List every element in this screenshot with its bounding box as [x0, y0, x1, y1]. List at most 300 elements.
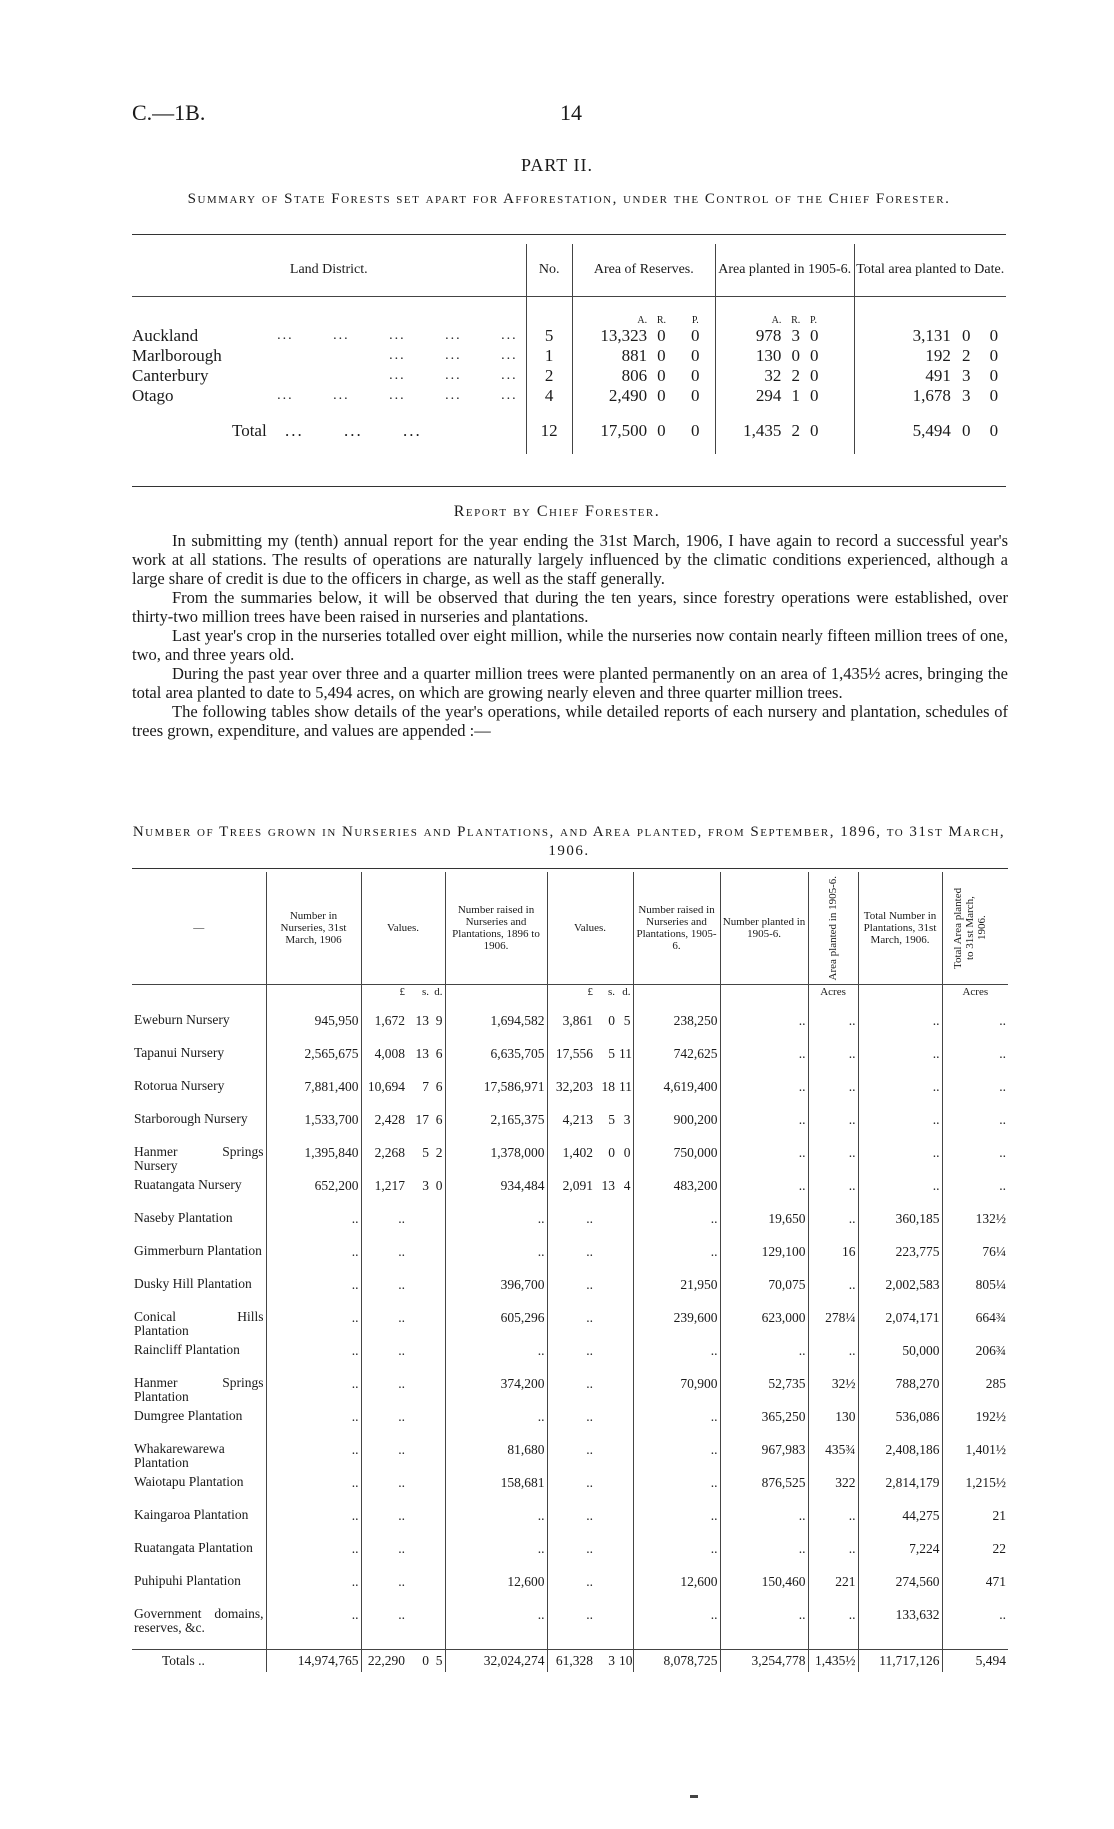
- table-row: [132, 1211, 1008, 1244]
- cell-v1-d: 9: [435, 1012, 443, 1028]
- cell-v1-l: 1,217: [361, 1178, 407, 1211]
- cell-v2-d: [617, 1310, 633, 1343]
- cell-v2-l: 2,091: [547, 1178, 595, 1211]
- col-total-area: Total area planted to Date.: [854, 244, 1006, 296]
- cell-in-nurseries: ..: [266, 1607, 361, 1640]
- cell-v2-l: 4,213: [547, 1112, 595, 1145]
- summary-table: [132, 244, 1006, 454]
- row-name: Dumgree Plantation: [134, 1407, 243, 1423]
- col-planted-1905-6: Number planted in 1905-6.: [720, 872, 808, 985]
- summary-cell-res-a: 13,323: [572, 326, 647, 346]
- unit-roods: R.: [781, 296, 810, 326]
- unit-perches: P.: [676, 296, 716, 326]
- unit-pence: d.: [431, 985, 445, 1013]
- cell-total-planted: ..: [858, 1046, 942, 1079]
- total-res-acres: 17,500: [572, 418, 647, 444]
- district-name: Canterbury: [132, 366, 209, 385]
- cell-v2-s: [595, 1607, 617, 1640]
- row-name: Kaingaroa Plantation: [134, 1506, 249, 1522]
- cell-raised: 1,378,000: [445, 1145, 547, 1178]
- cell-area: ..: [808, 1541, 858, 1574]
- row-name: Whakarewarewa Plantation: [134, 1440, 225, 1470]
- total-pl-acres: 1,435: [715, 418, 781, 444]
- summary-cell-pl-a: 978: [715, 326, 781, 346]
- cell-v2-l: 3,861: [547, 1013, 595, 1046]
- cell-v1-l: ..: [361, 1508, 407, 1541]
- cell-raised-0506: ..: [633, 1409, 720, 1442]
- cell-area: ..: [808, 1013, 858, 1046]
- cell-v1-l: 2,268: [361, 1145, 407, 1178]
- cell-v2-l: 32,203: [547, 1079, 595, 1112]
- cell-in-nurseries: ..: [266, 1541, 361, 1574]
- cell-raised: ..: [445, 1508, 547, 1541]
- cell-in-nurseries: ..: [266, 1244, 361, 1277]
- summary-cell-pl-a: 32: [715, 366, 781, 386]
- unit-acres: Acres: [942, 985, 1008, 1013]
- table-row: [132, 1541, 1008, 1574]
- unit-roods: R.: [647, 296, 676, 326]
- total-res-perches: 0: [691, 421, 700, 440]
- table-row: [132, 1475, 1008, 1508]
- cell-total-area: 192½: [942, 1409, 1008, 1442]
- cell-planted: ..: [720, 1607, 808, 1640]
- row-name: Tapanui Nursery: [134, 1044, 225, 1060]
- cell-planted: ..: [720, 1343, 808, 1376]
- cell-v2-l: ..: [547, 1607, 595, 1640]
- district-cell: [132, 346, 526, 366]
- cell-v2-d: [617, 1607, 633, 1640]
- cell-v2-l: 1,402: [547, 1145, 595, 1178]
- cell-in-nurseries: ..: [266, 1409, 361, 1442]
- cell-in-nurseries: 7,881,400: [266, 1079, 361, 1112]
- summary-cell-tot-a: 3,131: [854, 326, 951, 346]
- col-raised-1905-6: Number raised in Nurseries and Plantations, 1905-6.: [633, 872, 720, 985]
- summary-cell-res-a: 2,490: [572, 386, 647, 406]
- cell-v1-l: ..: [361, 1310, 407, 1343]
- cell-v1-s: [407, 1541, 431, 1574]
- total-tot-roods: 0: [962, 421, 971, 440]
- cell-v1-s: 5: [422, 1144, 429, 1160]
- cell-raised-0506: 900,200: [633, 1112, 720, 1145]
- cell-v1-d: [431, 1277, 445, 1310]
- cell-area: ..: [808, 1343, 858, 1376]
- cell-planted: ..: [720, 1145, 808, 1178]
- summary-cell-pl-r: 0: [791, 346, 800, 365]
- summary-row: [132, 346, 1006, 366]
- cell-area: 221: [808, 1574, 858, 1607]
- cell-total-planted: ..: [858, 1013, 942, 1046]
- cell-area: ..: [808, 1178, 858, 1211]
- cell-total-planted: ..: [858, 1112, 942, 1145]
- cell-raised-0506: ..: [633, 1475, 720, 1508]
- cell-v1-s: 13: [415, 1012, 429, 1028]
- totals-raised: 32,024,274: [445, 1650, 547, 1673]
- table-row: [132, 1343, 1008, 1376]
- cell-total-planted: 274,560: [858, 1574, 942, 1607]
- cell-planted: 876,525: [720, 1475, 808, 1508]
- part-title: PART II.: [521, 155, 593, 175]
- cell-raised: ..: [445, 1211, 547, 1244]
- cell-v1-s: 13: [415, 1045, 429, 1061]
- summary-cell-pl-p: 0: [810, 386, 819, 405]
- summary-cell-res-a: 881: [572, 346, 647, 366]
- cell-v2-d: [617, 1244, 633, 1277]
- cell-v1-l: ..: [361, 1475, 407, 1508]
- cell-v1-d: 2: [435, 1144, 443, 1160]
- cell-area: ..: [808, 1112, 858, 1145]
- summary-cell-no: 2: [526, 366, 572, 386]
- cell-v2-l: ..: [547, 1211, 595, 1244]
- summary-cell-tot-a: 491: [854, 366, 951, 386]
- report-body: [132, 531, 1008, 740]
- cell-v2-d: [617, 1508, 633, 1541]
- cell-raised: 605,296: [445, 1310, 547, 1343]
- summary-cell-tot-p: 0: [989, 366, 999, 385]
- cell-v1-s: [407, 1409, 431, 1442]
- cell-total-area: 76¼: [942, 1244, 1008, 1277]
- cell-v2-s: 0: [608, 1144, 616, 1160]
- cell-v2-l: ..: [547, 1442, 595, 1475]
- row-name: Dusky Hill Plantation: [134, 1275, 252, 1291]
- summary-cell-res-r: 0: [657, 326, 666, 345]
- total-pl-perches: 0: [810, 421, 819, 440]
- cell-raised: 2,165,375: [445, 1112, 547, 1145]
- summary-cell-no: 5: [526, 326, 572, 346]
- cell-total-planted: 7,224: [858, 1541, 942, 1574]
- cell-total-planted: 44,275: [858, 1508, 942, 1541]
- row-name: Waiotapu Plantation: [134, 1473, 244, 1489]
- cell-total-area: ..: [942, 1607, 1008, 1640]
- rule-trees-top: [132, 868, 1008, 869]
- summary-row: [132, 326, 1006, 346]
- table-row: [132, 1079, 1008, 1112]
- col-values-2: Values.: [547, 872, 633, 985]
- cell-v2-s: [595, 1409, 617, 1442]
- cell-v1-d: [431, 1442, 445, 1475]
- summary-cell-tot-r: 2: [962, 346, 971, 365]
- cell-raised-0506: 4,619,400: [633, 1079, 720, 1112]
- dot-leader: ... ... ...: [389, 368, 518, 383]
- cell-v1-s: [407, 1376, 431, 1409]
- cell-total-area: 664¾: [942, 1310, 1008, 1343]
- cell-area: 278¼: [808, 1310, 858, 1343]
- col-name: —: [193, 922, 205, 935]
- cell-in-nurseries: ..: [266, 1574, 361, 1607]
- cell-v2-d: 4: [623, 1177, 631, 1193]
- cell-v2-d: [617, 1277, 633, 1310]
- total-tot-perches: 0: [989, 421, 999, 440]
- unit-acres: Acres: [808, 985, 858, 1013]
- printer-mark: [690, 1795, 698, 1798]
- cell-area: ..: [808, 1607, 858, 1640]
- cell-v2-d: 3: [623, 1111, 631, 1127]
- total-label: Total: [232, 421, 267, 440]
- table-row: [132, 1046, 1008, 1079]
- district-cell: [132, 366, 526, 386]
- col-total-area: [942, 872, 1008, 985]
- summary-cell-tot-a: 192: [854, 346, 951, 366]
- cell-raised: 12,600: [445, 1574, 547, 1607]
- cell-v2-d: 11: [619, 1045, 633, 1061]
- cell-total-planted: 2,814,179: [858, 1475, 942, 1508]
- cell-v1-l: ..: [361, 1607, 407, 1640]
- cell-raised-0506: ..: [633, 1508, 720, 1541]
- cell-area: 322: [808, 1475, 858, 1508]
- cell-v2-d: [617, 1409, 633, 1442]
- col-area-planted: Area planted in 1905-6.: [715, 244, 854, 296]
- cell-total-planted: 133,632: [858, 1607, 942, 1640]
- cell-raised: 81,680: [445, 1442, 547, 1475]
- cell-in-nurseries: 652,200: [266, 1178, 361, 1211]
- cell-v2-s: 0: [608, 1012, 616, 1028]
- cell-total-planted: 50,000: [858, 1343, 942, 1376]
- cell-v2-s: [595, 1343, 617, 1376]
- cell-total-area: ..: [942, 1079, 1008, 1112]
- total-tot-acres: 5,494: [854, 418, 951, 444]
- paragraph-2: From the summaries below, it will be observed that during the ten years, since forestry operations were established, over thirty-two million trees have been raised in nurseries and plantations.: [132, 588, 1008, 626]
- totals-v1-pence: 5: [435, 1653, 443, 1669]
- cell-total-planted: ..: [858, 1178, 942, 1211]
- cell-v2-s: [595, 1310, 617, 1343]
- cell-v1-d: 6: [435, 1111, 443, 1127]
- trees-units-row: [132, 985, 1008, 1013]
- table-row: [132, 1145, 1008, 1178]
- cell-v2-d: [617, 1541, 633, 1574]
- cell-v1-d: 6: [435, 1078, 443, 1094]
- cell-planted: 967,983: [720, 1442, 808, 1475]
- cell-total-area: 1,401½: [942, 1442, 1008, 1475]
- cell-v2-d: 11: [619, 1078, 633, 1094]
- totals-v1-pounds: 22,290: [361, 1650, 407, 1673]
- cell-raised-0506: 750,000: [633, 1145, 720, 1178]
- row-name: Puhipuhi Plantation: [134, 1572, 241, 1588]
- col-total-planted: Total Number in Plantations, 31st March, 1906.: [858, 872, 942, 985]
- cell-total-area: ..: [942, 1112, 1008, 1145]
- cell-v2-s: [595, 1244, 617, 1277]
- cell-total-area: 285: [942, 1376, 1008, 1409]
- cell-area: ..: [808, 1211, 858, 1244]
- district-cell: [132, 326, 526, 346]
- cell-raised-0506: ..: [633, 1442, 720, 1475]
- cell-v1-l: ..: [361, 1442, 407, 1475]
- cell-total-planted: ..: [858, 1145, 942, 1178]
- cell-raised-0506: 742,625: [633, 1046, 720, 1079]
- cell-v2-s: [595, 1508, 617, 1541]
- col-values-1: Values.: [361, 872, 445, 985]
- cell-in-nurseries: ..: [266, 1211, 361, 1244]
- cell-v2-l: ..: [547, 1310, 595, 1343]
- cell-total-area: ..: [942, 1013, 1008, 1046]
- cell-v2-d: 5: [623, 1012, 631, 1028]
- table-row: [132, 1244, 1008, 1277]
- cell-v1-s: [407, 1475, 431, 1508]
- cell-v1-l: ..: [361, 1541, 407, 1574]
- total-res-roods: 0: [657, 421, 666, 440]
- col-no: No.: [526, 244, 572, 296]
- cell-raised: ..: [445, 1607, 547, 1640]
- cell-in-nurseries: ..: [266, 1442, 361, 1475]
- totals-in-nurseries: 14,974,765: [266, 1650, 361, 1673]
- cell-raised: ..: [445, 1244, 547, 1277]
- cell-area: 16: [808, 1244, 858, 1277]
- dot-leader: ... ... ... ... ...: [277, 328, 518, 343]
- cell-v1-d: [431, 1343, 445, 1376]
- totals-v1-shillings: 0: [422, 1653, 429, 1669]
- cell-raised: ..: [445, 1409, 547, 1442]
- cell-in-nurseries: ..: [266, 1475, 361, 1508]
- row-name: Hanmer Springs Nursery: [134, 1143, 264, 1173]
- cell-total-area: ..: [942, 1046, 1008, 1079]
- row-name: Starborough Nursery: [134, 1110, 248, 1126]
- cell-v2-d: [617, 1343, 633, 1376]
- cell-raised: 1,694,582: [445, 1013, 547, 1046]
- table-row: [132, 1607, 1008, 1640]
- table-row: [132, 1442, 1008, 1475]
- summary-cell-res-p: 0: [691, 366, 700, 385]
- col-area-planted: [808, 872, 858, 985]
- paragraph-1: In submitting my (tenth) annual report for the year ending the 31st March, 1906, I have again to record a successful year's work at all stations. The results of operations are naturally largely influenced by the climatic conditions experienced, although a large share of credit is due to the officers in charge, as well as the staff generally.: [132, 531, 1008, 588]
- cell-v1-d: [431, 1409, 445, 1442]
- cell-v1-d: 6: [435, 1045, 443, 1061]
- cell-planted: 365,250: [720, 1409, 808, 1442]
- cell-v1-l: ..: [361, 1409, 407, 1442]
- document-reference: C.—1B.: [132, 100, 206, 125]
- cell-v1-l: 10,694: [361, 1079, 407, 1112]
- cell-area: 435¾: [808, 1442, 858, 1475]
- totals-planted: 3,254,778: [720, 1650, 808, 1673]
- cell-raised: 374,200: [445, 1376, 547, 1409]
- cell-planted: ..: [720, 1508, 808, 1541]
- col-area-reserves: Area of Reserves.: [572, 244, 715, 296]
- cell-v2-s: [595, 1475, 617, 1508]
- cell-planted: 129,100: [720, 1244, 808, 1277]
- summary-cell-pl-p: 0: [810, 346, 819, 365]
- cell-v1-s: [407, 1343, 431, 1376]
- cell-v2-l: ..: [547, 1277, 595, 1310]
- cell-v2-l: ..: [547, 1541, 595, 1574]
- cell-v2-s: [595, 1541, 617, 1574]
- trees-table: [132, 872, 1008, 1672]
- cell-in-nurseries: 2,565,675: [266, 1046, 361, 1079]
- cell-raised-0506: 238,250: [633, 1013, 720, 1046]
- district-cell: [132, 386, 526, 406]
- table-row: [132, 1574, 1008, 1607]
- trees-header-row: [132, 872, 1008, 985]
- cell-area: ..: [808, 1145, 858, 1178]
- cell-raised: 158,681: [445, 1475, 547, 1508]
- dot-leader: ... ... ...: [284, 421, 422, 440]
- total-no: 12: [526, 418, 572, 444]
- cell-total-planted: 2,074,171: [858, 1310, 942, 1343]
- summary-row: [132, 386, 1006, 406]
- summary-cell-pl-r: 3: [791, 326, 800, 345]
- cell-v1-l: ..: [361, 1277, 407, 1310]
- summary-cell-res-r: 0: [657, 366, 666, 385]
- cell-v1-s: [407, 1574, 431, 1607]
- cell-v1-s: [407, 1277, 431, 1310]
- cell-v2-d: [617, 1376, 633, 1409]
- cell-in-nurseries: ..: [266, 1277, 361, 1310]
- cell-total-planted: 536,086: [858, 1409, 942, 1442]
- cell-in-nurseries: ..: [266, 1343, 361, 1376]
- dot-leader: ... ... ... ... ...: [277, 388, 518, 403]
- summary-cell-res-r: 0: [657, 386, 666, 405]
- cell-v1-l: ..: [361, 1376, 407, 1409]
- col-raised-1896-1906: Number raised in Nurseries and Plantations, 1896 to 1906.: [445, 872, 547, 985]
- totals-raised-0506: 8,078,725: [633, 1650, 720, 1673]
- cell-area: ..: [808, 1277, 858, 1310]
- cell-v1-d: [431, 1211, 445, 1244]
- row-name: Conical Hills Plantation: [134, 1308, 264, 1338]
- summary-cell-no: 4: [526, 386, 572, 406]
- cell-in-nurseries: ..: [266, 1508, 361, 1541]
- cell-raised-0506: ..: [633, 1211, 720, 1244]
- row-name: Eweburn Nursery: [134, 1011, 230, 1027]
- totals-total-planted: 11,717,126: [858, 1650, 942, 1673]
- cell-planted: ..: [720, 1013, 808, 1046]
- summary-cell-pl-a: 130: [715, 346, 781, 366]
- area-planted-label: Area planted in 1905-6.: [827, 876, 840, 981]
- cell-raised-0506: 70,900: [633, 1376, 720, 1409]
- cell-v1-d: [431, 1574, 445, 1607]
- summary-cell-tot-a: 1,678: [854, 386, 951, 406]
- row-name: Naseby Plantation: [134, 1209, 233, 1225]
- cell-raised: ..: [445, 1343, 547, 1376]
- cell-v1-s: 17: [415, 1111, 429, 1127]
- cell-v1-l: 1,672: [361, 1013, 407, 1046]
- cell-v1-s: [407, 1442, 431, 1475]
- summary-cell-res-p: 0: [691, 326, 700, 345]
- cell-in-nurseries: ..: [266, 1376, 361, 1409]
- cell-total-area: 805¼: [942, 1277, 1008, 1310]
- cell-planted: 70,075: [720, 1277, 808, 1310]
- cell-raised-0506: ..: [633, 1244, 720, 1277]
- cell-v2-d: 0: [623, 1144, 631, 1160]
- cell-raised-0506: ..: [633, 1541, 720, 1574]
- cell-v1-d: 0: [435, 1177, 443, 1193]
- cell-v2-l: ..: [547, 1244, 595, 1277]
- total-area-label: Total Area planted to 31st March, 1906.: [952, 887, 989, 969]
- cell-v2-s: 13: [601, 1177, 616, 1193]
- cell-v1-d: [431, 1310, 445, 1343]
- row-name: Government domains, reserves, &c.: [134, 1605, 264, 1635]
- totals-total-area: 5,494: [942, 1650, 1008, 1673]
- cell-planted: 19,650: [720, 1211, 808, 1244]
- cell-raised-0506: 483,200: [633, 1178, 720, 1211]
- cell-raised-0506: 21,950: [633, 1277, 720, 1310]
- summary-cell-tot-r: 3: [962, 366, 971, 385]
- totals-area: 1,435½: [808, 1650, 858, 1673]
- cell-v1-d: [431, 1376, 445, 1409]
- cell-v1-d: [431, 1475, 445, 1508]
- district-name: Otago: [132, 386, 174, 405]
- cell-v1-d: [431, 1508, 445, 1541]
- row-name: Gimmerburn Plantation: [134, 1242, 262, 1258]
- summary-cell-tot-p: 0: [989, 326, 999, 345]
- cell-planted: 52,735: [720, 1376, 808, 1409]
- cell-total-planted: 360,185: [858, 1211, 942, 1244]
- cell-planted: ..: [720, 1112, 808, 1145]
- rule-top: [132, 234, 1006, 235]
- cell-v1-l: ..: [361, 1343, 407, 1376]
- summary-cell-no: 1: [526, 346, 572, 366]
- cell-total-area: 132½: [942, 1211, 1008, 1244]
- cell-total-planted: 223,775: [858, 1244, 942, 1277]
- trees-title: Number of Trees grown in Nurseries and Plantations, and Area planted, from September, 1896, to 31st March, 1906.: [132, 824, 1006, 859]
- total-pl-roods: 2: [791, 421, 800, 440]
- cell-v2-l: ..: [547, 1376, 595, 1409]
- summary-cell-tot-r: 0: [962, 326, 971, 345]
